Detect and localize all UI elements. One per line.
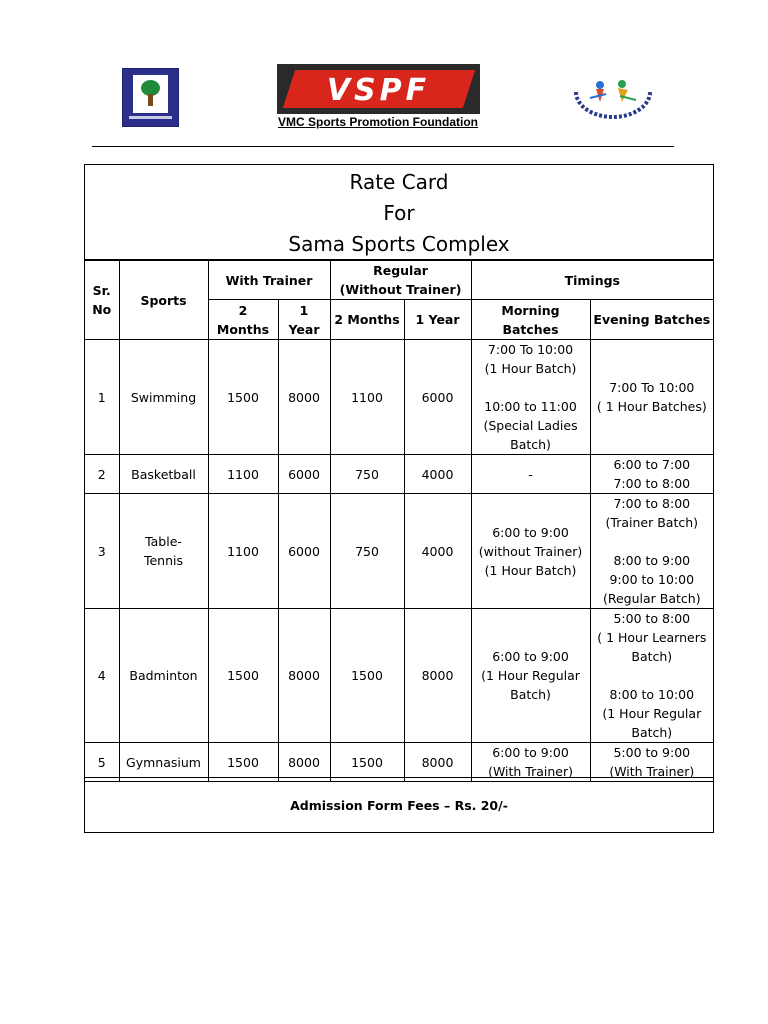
cell-evening: 5:00 to 8:00 ( 1 Hour Learners Batch) 8:00 to 10:00 (1 Hour Regular Batch) — [590, 609, 713, 743]
cell-sr: 5 — [85, 743, 119, 782]
cell-reg-2m: 750 — [330, 494, 404, 609]
cell-reg-1y: 8000 — [404, 609, 471, 743]
cell-wt-2m: 1500 — [208, 340, 278, 455]
title-line-3: Sama Sports Complex — [288, 232, 510, 256]
col-header-reg-1-year: 1 Year — [404, 300, 471, 340]
cell-wt-2m: 1100 — [208, 455, 278, 494]
vmc-emblem-logo — [122, 68, 179, 127]
cell-evening: 5:00 to 9:00 (With Trainer) — [590, 743, 713, 782]
table-row — [85, 743, 713, 782]
sports-authority-gujarat-logo — [570, 72, 656, 120]
cell-reg-1y: 4000 — [404, 494, 471, 609]
title-line-1: Rate Card — [349, 170, 449, 194]
rate-card — [84, 164, 714, 833]
vspf-logo — [277, 64, 480, 114]
cell-wt-1y: 6000 — [278, 455, 330, 494]
tree-trunk — [148, 94, 153, 106]
table-row — [85, 340, 713, 455]
col-header-sports: Sports — [119, 261, 208, 340]
cell-sr: 4 — [85, 609, 119, 743]
table-row — [85, 609, 713, 743]
emblem-panel — [133, 75, 168, 113]
cell-wt-2m: 1500 — [208, 743, 278, 782]
cell-sr: 3 — [85, 494, 119, 609]
cell-sport: Badminton — [119, 609, 208, 743]
col-header-wt-2-months: 2 Months — [208, 300, 278, 340]
cell-sr: 2 — [85, 455, 119, 494]
cell-sr: 1 — [85, 340, 119, 455]
table-row — [85, 494, 713, 609]
col-header-regular: Regular (Without Trainer) — [330, 261, 471, 300]
cell-morning: - — [471, 455, 590, 494]
col-header-sr-no: Sr. No — [85, 261, 119, 340]
cell-evening: 7:00 to 8:00 (Trainer Batch) 8:00 to 9:00 9:00 to 10:00 (Regular Batch) — [590, 494, 713, 609]
cell-sport: Table- Tennis — [119, 494, 208, 609]
cell-reg-2m: 750 — [330, 455, 404, 494]
col-header-reg-2-months: 2 Months — [330, 300, 404, 340]
title-line-2: For — [383, 201, 415, 225]
col-header-evening-batches: Evening Batches — [590, 300, 713, 340]
cell-sport: Swimming — [119, 340, 208, 455]
header-row-1 — [85, 261, 713, 300]
rate-card-title — [85, 165, 713, 260]
cell-reg-2m: 1500 — [330, 743, 404, 782]
rates-table — [85, 260, 713, 782]
cell-evening: 6:00 to 7:00 7:00 to 8:00 — [590, 455, 713, 494]
col-header-wt-1-year: 1 Year — [278, 300, 330, 340]
cell-wt-1y: 6000 — [278, 494, 330, 609]
cell-reg-1y: 4000 — [404, 455, 471, 494]
cell-wt-2m: 1100 — [208, 494, 278, 609]
cell-wt-1y: 8000 — [278, 340, 330, 455]
cell-morning: 6:00 to 9:00 (1 Hour Regular Batch) — [471, 609, 590, 743]
cell-reg-1y: 6000 — [404, 340, 471, 455]
cell-sport: Gymnasium — [119, 743, 208, 782]
cell-reg-1y: 8000 — [404, 743, 471, 782]
col-header-timings: Timings — [471, 261, 713, 300]
cell-wt-1y: 8000 — [278, 743, 330, 782]
foundation-name: VMC Sports Promotion Foundation — [278, 115, 478, 129]
admission-fee-note: Admission Form Fees – Rs. 20/- — [85, 777, 713, 832]
cell-evening: 7:00 To 10:00 ( 1 Hour Batches) — [590, 340, 713, 455]
cell-wt-2m: 1500 — [208, 609, 278, 743]
header-divider — [92, 146, 674, 147]
vspf-logo-text: VSPF — [326, 73, 431, 108]
col-header-morning-batches: Morning Batches — [471, 300, 590, 340]
cell-wt-1y: 8000 — [278, 609, 330, 743]
cell-morning: 7:00 To 10:00 (1 Hour Batch) 10:00 to 11:00 (Special Ladies Batch) — [471, 340, 590, 455]
cell-reg-2m: 1100 — [330, 340, 404, 455]
cell-morning: 6:00 to 9:00 (With Trainer) — [471, 743, 590, 782]
cell-sport: Basketball — [119, 455, 208, 494]
cell-morning: 6:00 to 9:00 (without Trainer) (1 Hour Batch) — [471, 494, 590, 609]
table-row — [85, 455, 713, 494]
emblem-caption-strip — [129, 116, 172, 119]
col-header-with-trainer: With Trainer — [208, 261, 330, 300]
cell-reg-2m: 1500 — [330, 609, 404, 743]
